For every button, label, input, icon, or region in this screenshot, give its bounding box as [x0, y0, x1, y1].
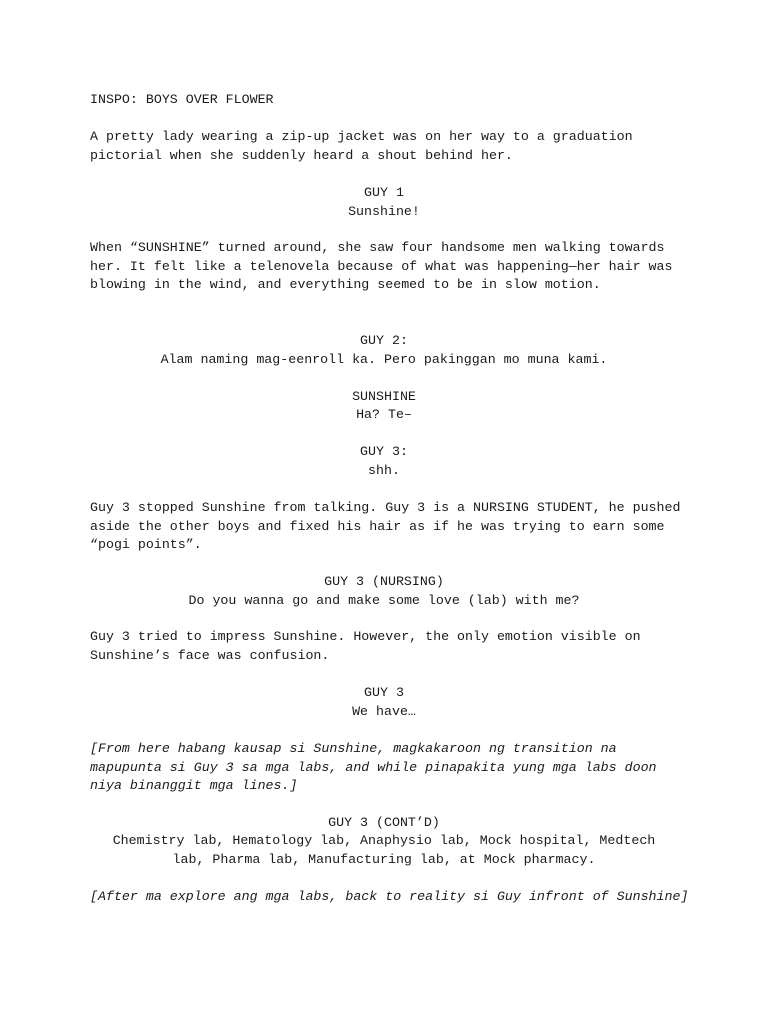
character-name: SUNSHINE	[352, 389, 416, 404]
action-paragraph: Guy 3 tried to impress Sunshine. However, the only emotion visible on Sunshine’s face was confusion.	[90, 629, 641, 663]
direction-note: [From here habang kausap si Sunshine, magkakaroon ng transition na mapupunta si Guy 3 sa mga labs, and while pinapakita yung mga labs doon niya binanggit mga lines.]	[90, 741, 657, 793]
dialogue-line: Do you wanna go and make some love (lab) with me?	[188, 593, 580, 608]
character-name: GUY 1	[364, 185, 404, 200]
action-paragraph: Guy 3 stopped Sunshine from talking. Guy 3 is a NURSING STUDENT, he pushed aside the other boys and fixed his hair as if he was trying to earn some “pogi points”.	[90, 500, 681, 552]
action-paragraph: When “SUNSHINE” turned around, she saw four handsome men walking towards her. It felt like a telenovela because of what was happening—her hair was blowing in the wind, and everything seemed to be in slow motion.	[90, 240, 673, 292]
direction-note: [After ma explore ang mga labs, back to reality si Guy infront of Sunshine]	[90, 889, 689, 904]
character-name: GUY 2:	[360, 333, 408, 348]
action-paragraph: A pretty lady wearing a zip-up jacket was on her way to a graduation pictorial when she suddenly heard a shout behind her.	[90, 129, 633, 163]
dialogue-line: Alam naming mag-eenroll ka. Pero pakinggan mo muna kami.	[160, 352, 608, 367]
character-name: GUY 3 (NURSING)	[324, 574, 444, 589]
character-name: GUY 3:	[360, 444, 408, 459]
inspo-line: INSPO: BOYS OVER FLOWER	[90, 92, 274, 107]
character-name: GUY 3 (CONT’D)	[328, 815, 440, 830]
dialogue-line: We have…	[352, 704, 416, 719]
character-name: GUY 3	[364, 685, 404, 700]
dialogue-line: shh.	[368, 463, 400, 478]
dialogue-line: Sunshine!	[348, 204, 420, 219]
dialogue-line: Ha? Te–	[356, 407, 412, 422]
dialogue-line: Chemistry lab, Hematology lab, Anaphysio lab, Mock hospital, Medtech lab, Pharma lab, Manufacturing lab, at Mock pharmacy.	[112, 833, 656, 867]
